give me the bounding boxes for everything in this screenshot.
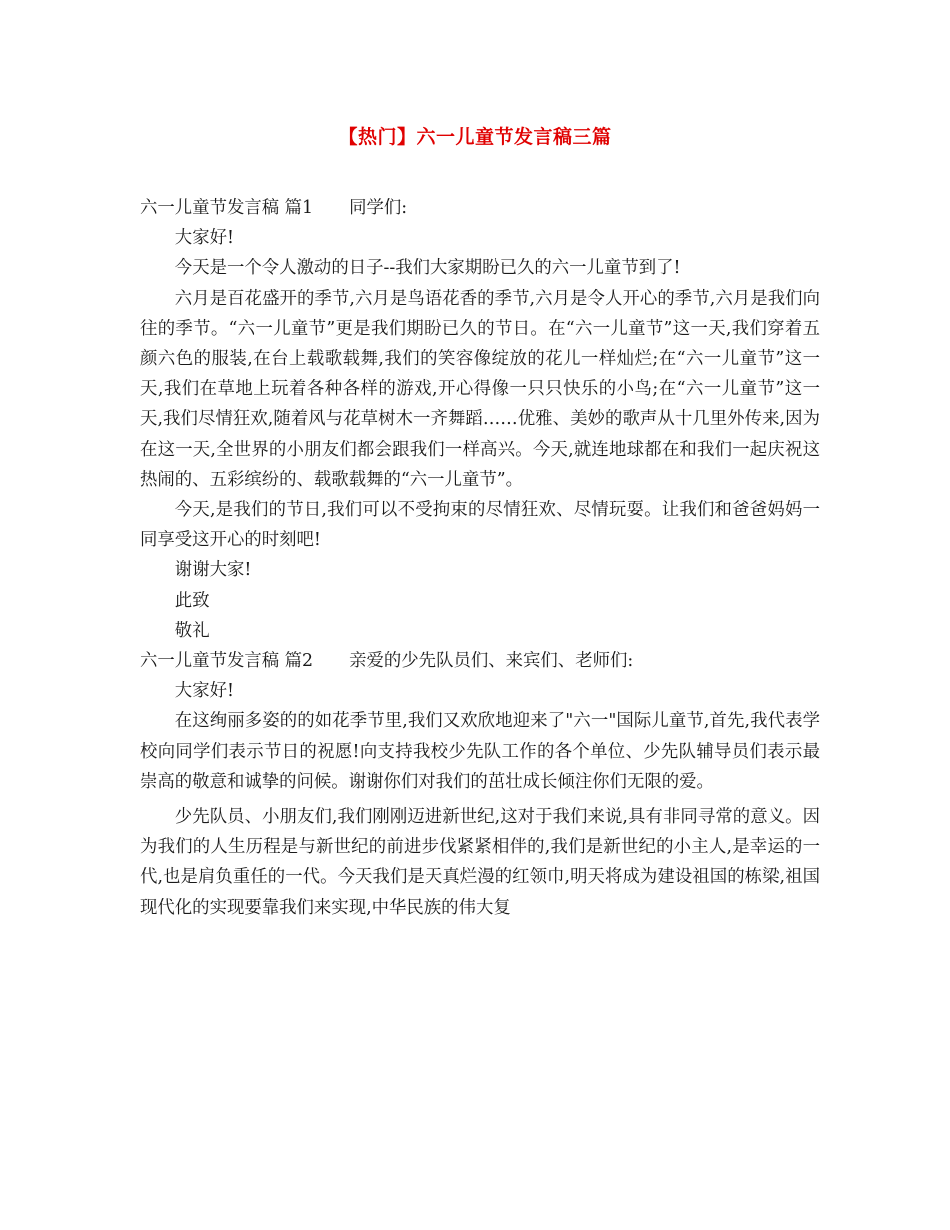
speech1-greeting: 大家好!	[174, 228, 234, 249]
speech2-paragraph-1: 在这绚丽多姿的的如花季节里,我们又欢欣地迎来了"六一"国际儿童节,首先,我代表学校向同学们表示节日的祝愿!向支持我校少先队工作的各个单位、少先队辅导员们表示最崇高的敬意和诚挚的问候。谢谢你们对我们的茁壮成长倾注你们无限的爱。	[140, 711, 820, 792]
speech1-paragraph-2: 六月是百花盛开的季节,六月是鸟语花香的季节,六月是令人开心的季节,六月是我们向往的季节。“六一儿童节”更是我们期盼已久的节日。在“六一儿童节”这一天,我们穿着五颜六色的服装,在台上载歌载舞,我们的笑容像绽放的花儿一样灿烂;在“六一儿童节”这一天,我们在草地上玩着各种各样的游戏,开心得像一只只快乐的小鸟;在“六一儿童节”这一天,我们尽情狂欢,随着风与花草树木一齐舞蹈……优雅、美妙的歌声从十几里外传来,因为在这一天,全世界的小朋友们都会跟我们一样高兴。今天,就连地球都在和我们一起庆祝这热闹的、五彩缤纷的、载歌载舞的“六一儿童节”。	[140, 288, 820, 490]
speech2-greeting: 大家好!	[174, 681, 234, 702]
page-title: 【热门】六一儿童节发言稿三篇	[338, 126, 612, 148]
speech1-thanks: 谢谢大家!	[174, 560, 252, 581]
speech1-closing-2: 敬礼	[174, 620, 210, 641]
speech2-paragraph-2: 少先队员、小朋友们,我们刚刚迈进新世纪,这对于我们来说,具有非同寻常的意义。因为我们的人生历程是与新世纪的前进步伐紧紧相伴的,我们是新世纪的小主人,是幸运的一代,也是肩负重任的一代。今天我们是天真烂漫的红领巾,明天将成为建设祖国的栋梁,祖国现代化的实现要靠我们来实现,中华民族的伟大复	[140, 807, 820, 918]
speech1-closing-1: 此致	[174, 590, 210, 611]
speech1-heading: 六一儿童节发言稿 篇1	[140, 198, 314, 218]
speech1-paragraph-1: 今天是一个令人激动的日子--我们大家期盼已久的六一儿童节到了!	[174, 258, 681, 279]
document-body	[140, 193, 820, 923]
speech2-heading-line	[140, 646, 820, 676]
speech1-paragraph-3: 今天,是我们的节日,我们可以不受拘束的尽情狂欢、尽情玩耍。让我们和爸爸妈妈一同享受这开心的时刻吧!	[140, 500, 820, 551]
speech2-salutation: 亲爱的少先队员们、来宾们、老师们:	[349, 651, 634, 672]
speech1-heading-line	[140, 193, 820, 223]
speech1-salutation: 同学们:	[349, 198, 408, 218]
speech2-heading: 六一儿童节发言稿 篇2	[140, 651, 314, 672]
